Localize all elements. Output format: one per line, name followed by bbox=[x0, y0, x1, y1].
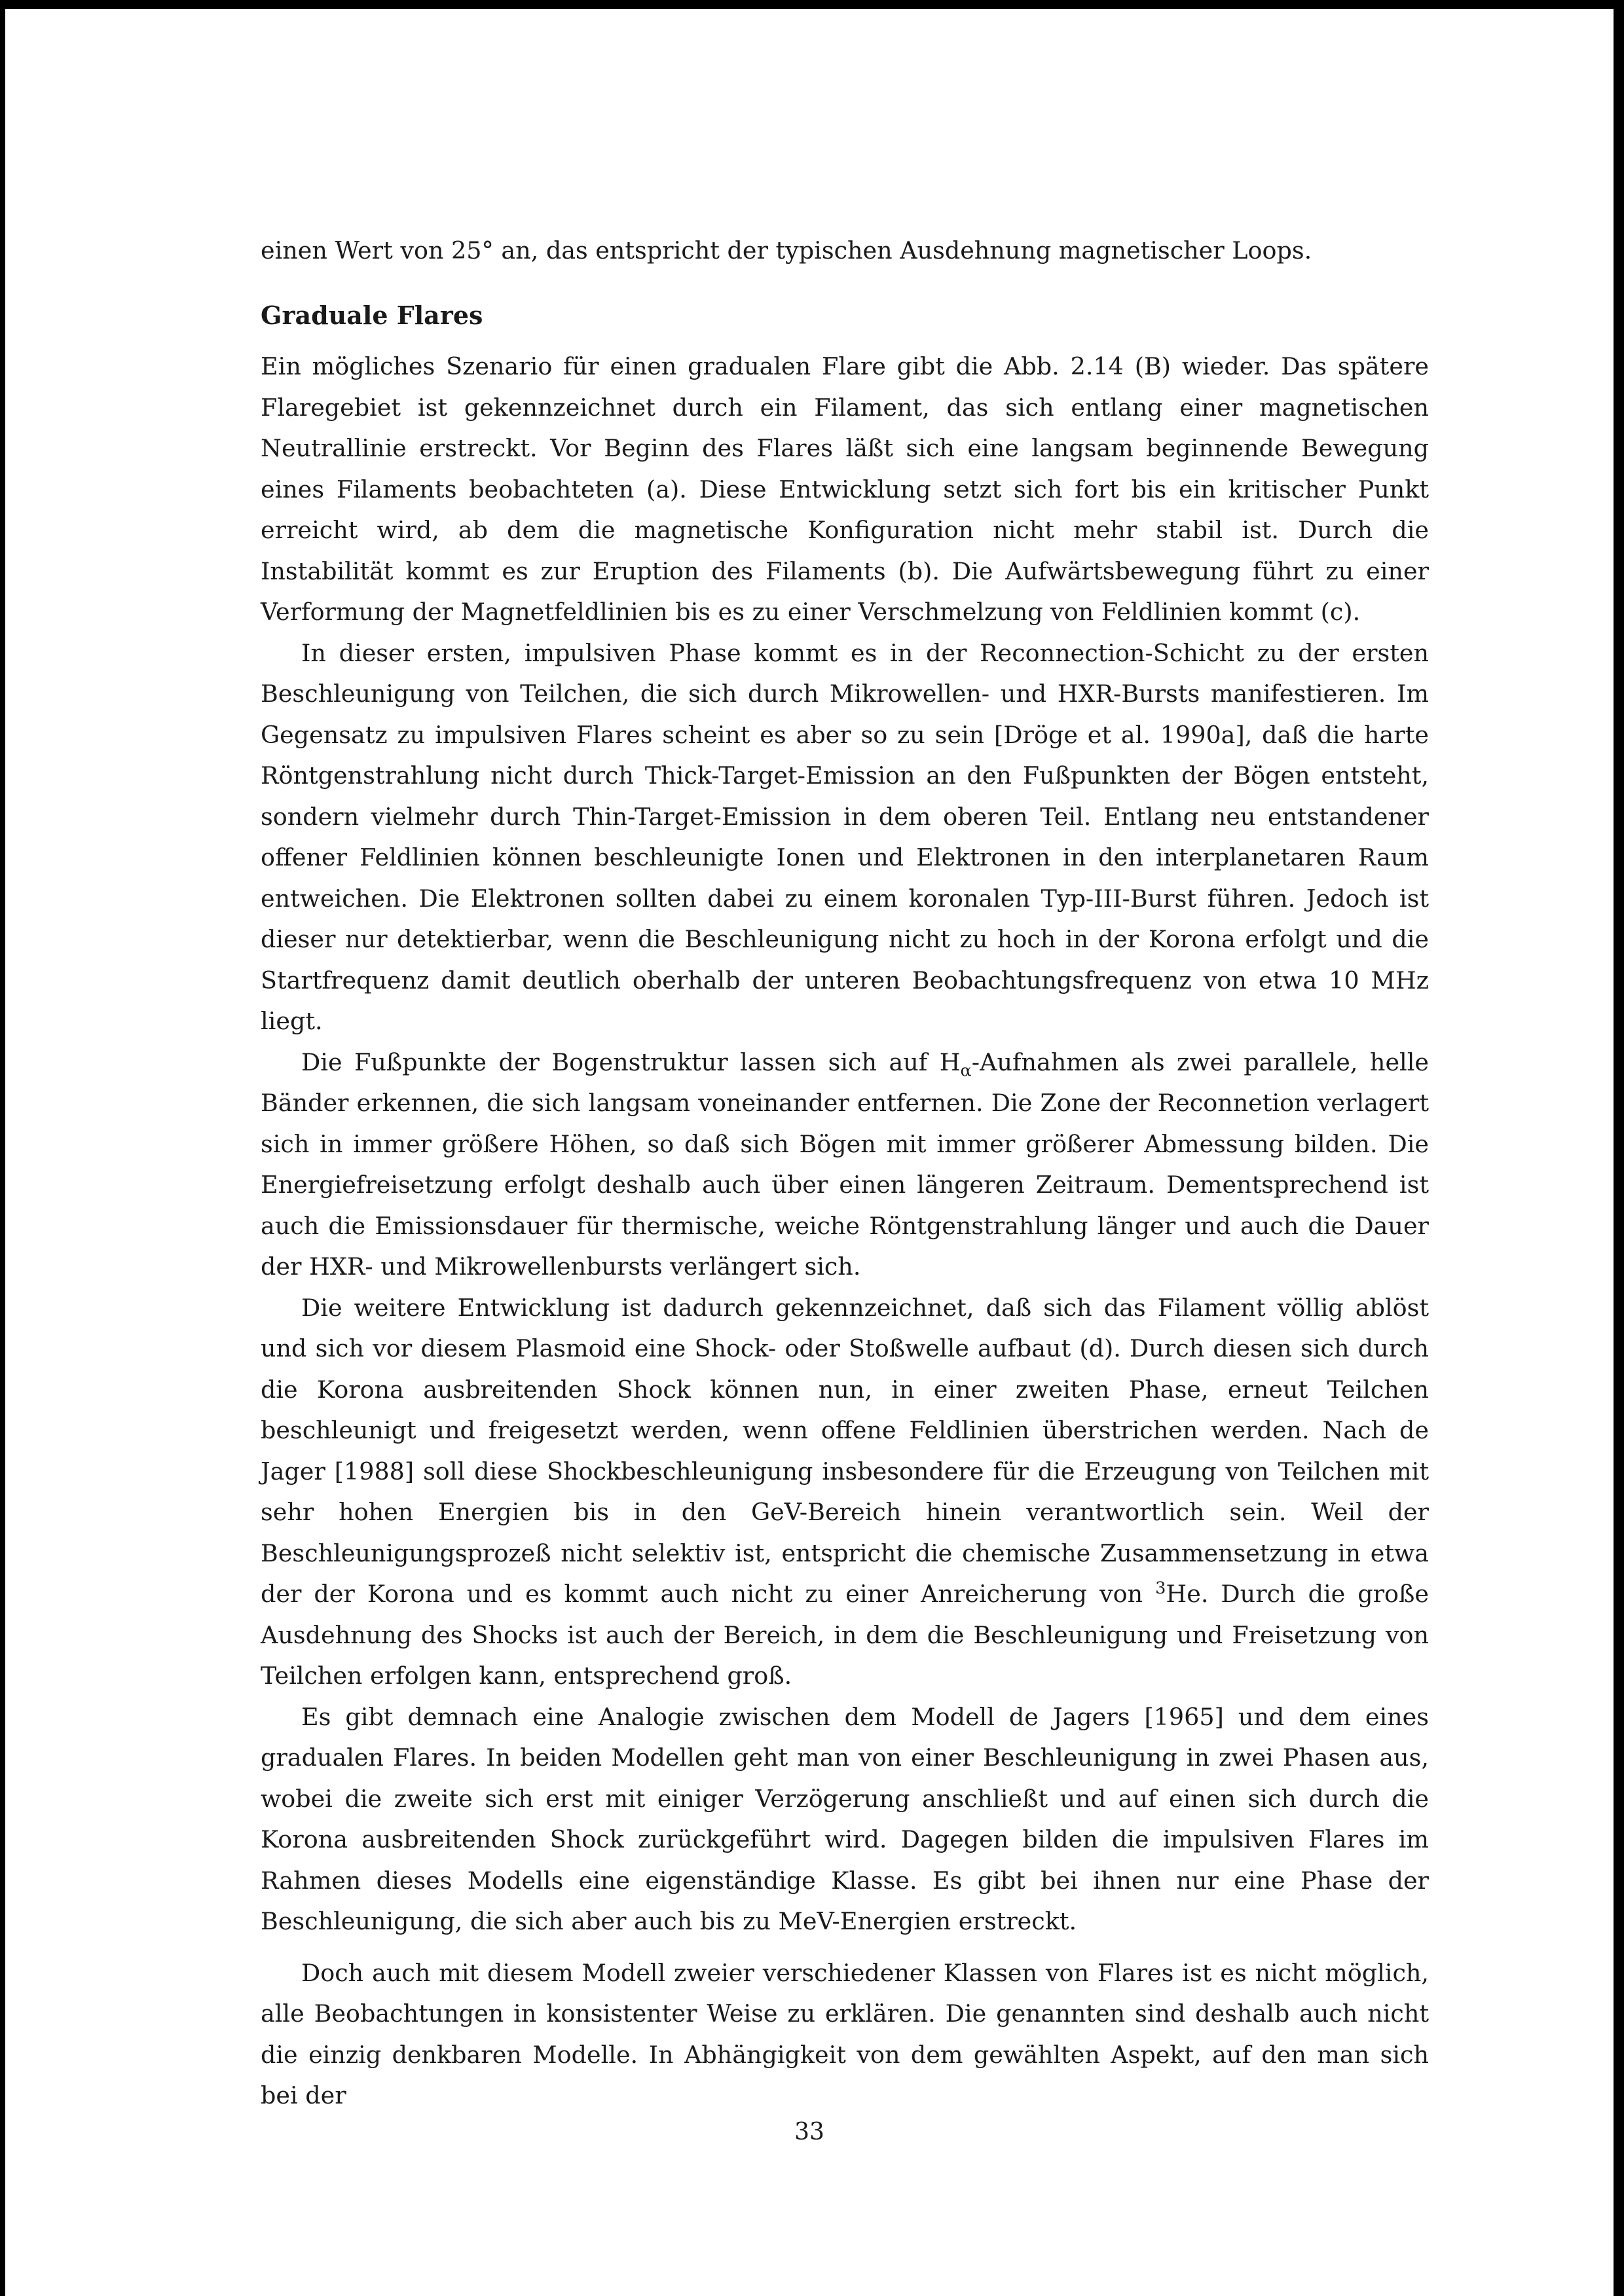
paragraph-3-rest: -Aufnahmen als zwei parallele, helle Bänder erkennen, die sich langsam voneinander entfernen. Die Zone der Reconnetion verlagert sich in immer größere Höhen, so daß sich Bögen mit immer größerer Abmessung bilden. Die Energiefreisetzung erfolgt deshalb auch über einen längeren Zeitraum. Dementsprechend ist auch die Emissionsdauer für thermische, weiche Röntgenstrahlung länger und auch die Dauer der HXR- und Mikrowellenbursts verlängert sich. bbox=[261, 1048, 1429, 1281]
paragraph-1: Ein mögliches Szenario für einen gradualen Flare gibt die Abb. 2.14 (B) wieder. Das spätere Flaregebiet ist gekennzeichnet durch ein Filament, das sich entlang einer magnetischen Neutrallinie erstreckt. Vor Beginn des Flares läßt sich eine langsam beginnende Bewegung eines Filaments beobachteten (a). Diese Entwicklung setzt sich fort bis ein kritischer Punkt erreicht wird, ab dem die magnetische Konfiguration nicht mehr stabil ist. Durch die Instabilität kommt es zur Eruption des Filaments (b). Die Aufwärtsbewegung führt zu einer Verformung der Magnetfeldlinien bis es zu einer Verschmelzung von Feldlinien kommt (c). bbox=[261, 352, 1429, 626]
page-number: 33 bbox=[794, 2119, 824, 2145]
document-page bbox=[5, 9, 1614, 2296]
paragraph-6: Doch auch mit diesem Modell zweier verschiedener Klassen von Flares ist es nicht möglich, alle Beobachtungen in konsistenter Weise zu erklären. Die genannten sind deshalb auch nicht die einzig denkbaren Modelle. In Abhängigkeit von dem gewählten Aspekt, auf den man sich bei der bbox=[261, 1958, 1429, 2109]
h-alpha-subscript: α bbox=[960, 1060, 972, 1080]
paragraph-4-rest: He. Durch die große Ausdehnung des Shocks ist auch der Bereich, in dem die Beschleunigung und Freisetzung von Teilchen erfolgen kann, entsprechend groß. bbox=[261, 1580, 1429, 1690]
lead-line: einen Wert von 25° an, das entspricht der typischen Ausdehnung magnetischer Loops. bbox=[261, 236, 1312, 264]
body-text bbox=[261, 230, 1429, 2117]
paragraph-3-start: Die Fußpunkte der Bogenstruktur lassen sich auf H bbox=[301, 1048, 961, 1076]
helium-3-superscript: 3 bbox=[1155, 1578, 1166, 1598]
paragraph-5: Es gibt demnach eine Analogie zwischen dem Modell de Jagers [1965] und dem eines gradualen Flares. In beiden Modellen geht man von einer Beschleunigung in zwei Phasen aus, wobei die zweite sich erst mit einiger Verzögerung anschließt und auf einen sich durch die Korona ausbreitenden Shock zurückgeführt wird. Dagegen bilden die impulsiven Flares im Rahmen dieses Modells eine eigenständige Klasse. Es gibt bei ihnen nur eine Phase der Beschleunigung, die sich aber auch bis zu MeV-Energien erstreckt. bbox=[261, 1702, 1429, 1935]
paragraph-3 bbox=[261, 1042, 1429, 1288]
section-heading: Graduale Flares bbox=[261, 300, 483, 330]
paragraph-2: In dieser ersten, impulsiven Phase kommt es in der Reconnection-Schicht zu der ersten Beschleunigung von Teilchen, die sich durch Mikrowellen- und HXR-Bursts manifestieren. Im Gegensatz zu impulsiven Flares scheint es aber so zu sein [Dröge et al. 1990a], daß die harte Röntgenstrahlung nicht durch Thick-Target-Emission an den Fußpunkten der Bögen entsteht, sondern vielmehr durch Thin-Target-Emission in dem oberen Teil. Entlang neu entstandener offener Feldlinien können beschleunigte Ionen und Elektronen in den interplanetaren Raum entweichen. Die Elektronen sollten dabei zu einem koronalen Typ-III-Burst führen. Jedoch ist dieser nur detektierbar, wenn die Beschleunigung nicht zu hoch in der Korona erfolgt und die Startfrequenz damit deutlich oberhalb der unteren Beobachtungsfrequenz von etwa 10 MHz liegt. bbox=[261, 638, 1429, 1035]
paragraph-4-start: Die weitere Entwicklung ist dadurch gekennzeichnet, daß sich das Filament völlig ablöst und sich vor diesem Plasmoid eine Shock- oder Stoßwelle aufbaut (d). Durch diesen sich durch die Korona ausbreitenden Shock können nun, in einer zweiten Phase, erneut Teilchen beschleunigt und freigesetzt werden, wenn offene Feldlinien überstrichen werden. Nach de Jager [1988] soll diese Shockbeschleunigung insbesondere für die Erzeugung von Teilchen mit sehr hohen Energien bis in den GeV-Bereich hinein verantwortlich sein. Weil der Beschleunigungsprozeß nicht selektiv ist, entspricht die chemische Zusammensetzung in etwa der der Korona und es kommt auch nicht zu einer Anreicherung von bbox=[261, 1293, 1429, 1608]
paragraph-4 bbox=[261, 1288, 1429, 1697]
